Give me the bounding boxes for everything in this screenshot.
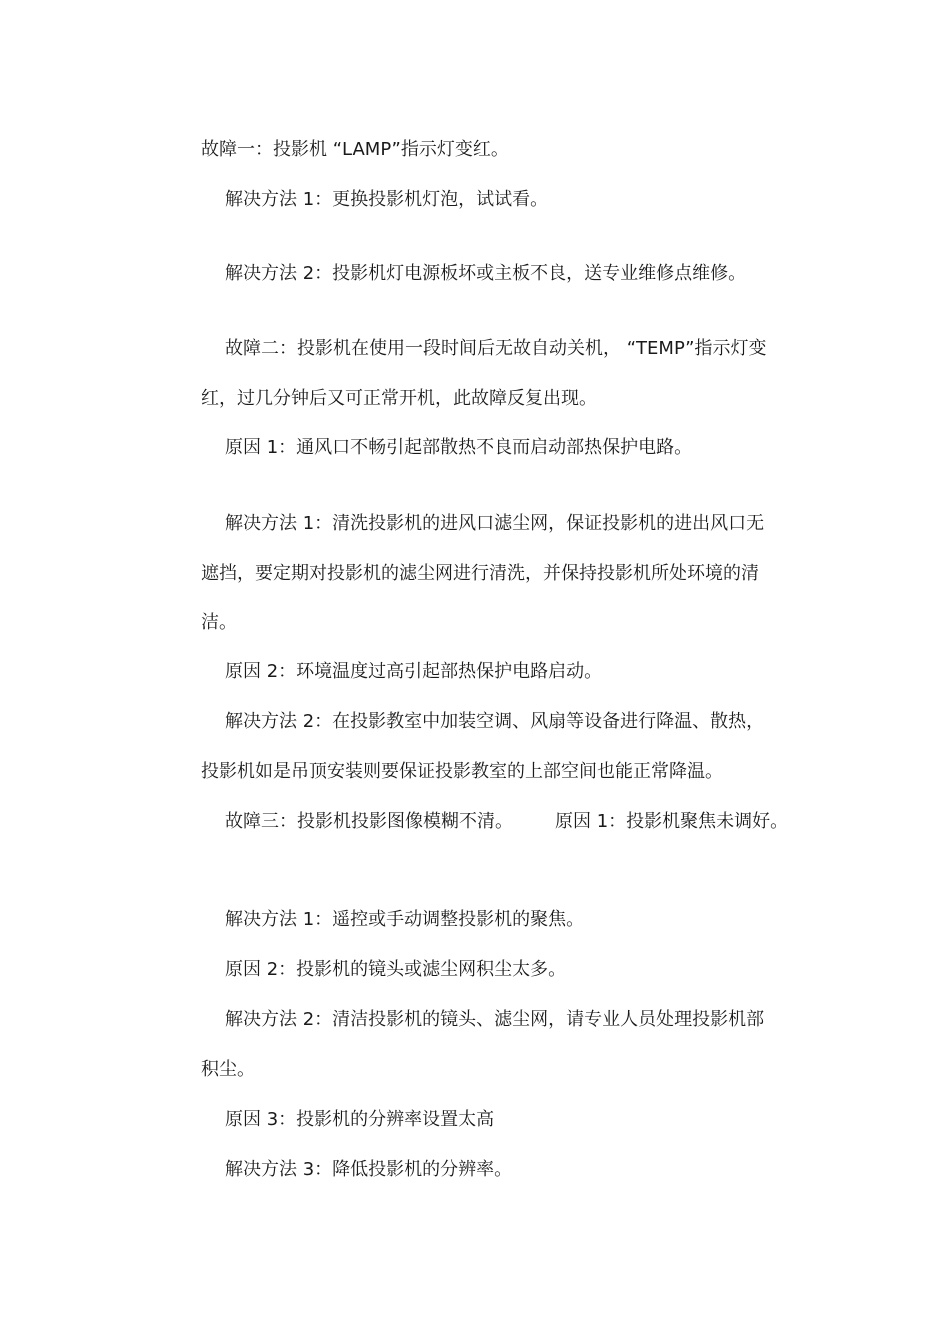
fault-3-solution-2: 解决方法 2：清洁投影机的镜头、滤尘网，请专业人员处理投影机部 [225, 1009, 765, 1030]
fault-3-row [225, 810, 788, 834]
fault-2-solution-2-cont: 投影机如是吊顶安装则要保证投影教室的上部空间也能正常降温。 [201, 761, 723, 782]
fault-2-solution-1: 解决方法 1：清洗投影机的进风口滤尘网，保证投影机的进出风口无 [225, 513, 765, 534]
fault-3-solution-3: 解决方法 3：降低投影机的分辨率。 [225, 1159, 513, 1180]
fault-2-cause-2: 原因 2：环境温度过高引起部热保护电路启动。 [225, 661, 603, 682]
fault-3-solution-2-cont: 积尘。 [201, 1059, 255, 1080]
fault-2-solution-1-end: 洁。 [201, 612, 237, 633]
fault-2-solution-2: 解决方法 2：在投影教室中加装空调、风扇等设备进行降温、散热， [225, 711, 765, 732]
fault-2-cause-1: 原因 1：通风口不畅引起部散热不良而启动部热保护电路。 [225, 437, 693, 458]
fault-2-heading: 故障二：投影机在使用一段时间后无故自动关机， “TEMP”指示灯变 [225, 338, 767, 359]
fault-3-cause-1: 原因 1：投影机聚焦未调好。 [555, 811, 789, 832]
fault-1-solution-2: 解决方法 2：投影机灯电源板坏或主板不良，送专业维修点维修。 [225, 263, 747, 284]
fault-1-heading: 故障一：投影机 “LAMP”指示灯变红。 [201, 139, 509, 160]
fault-3-cause-3: 原因 3：投影机的分辨率设置太高 [225, 1109, 495, 1130]
fault-2-heading-cont: 红，过几分钟后又可正常开机，此故障反复出现。 [201, 388, 597, 409]
fault-3-heading: 故障三：投影机投影图像模糊不清。 [225, 811, 513, 832]
fault-3-cause-2: 原因 2：投影机的镜头或滤尘网积尘太多。 [225, 959, 567, 980]
fault-2-solution-1-cont: 遮挡，要定期对投影机的滤尘网进行清洗，并保持投影机所处环境的清 [201, 563, 759, 584]
fault-1-solution-1: 解决方法 1：更换投影机灯泡，试试看。 [225, 189, 549, 210]
fault-3-solution-1: 解决方法 1：遥控或手动调整投影机的聚焦。 [225, 909, 585, 930]
